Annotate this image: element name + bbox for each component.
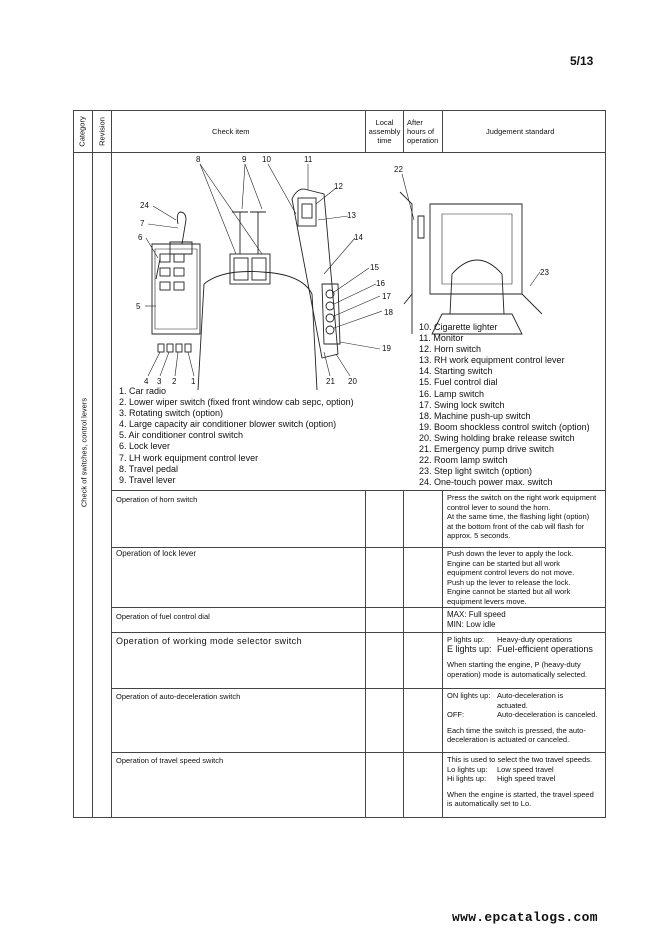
legend-item: 19. Boom shockless control switch (option) (419, 421, 590, 432)
callout-3: 3 (157, 377, 162, 386)
callout-13: 13 (347, 211, 356, 220)
legend-item: 16. Lamp switch (419, 388, 485, 399)
legend-item: 23. Step light switch (option) (419, 466, 533, 477)
callout-4: 4 (144, 377, 149, 386)
callout-12: 12 (334, 182, 343, 191)
callout-21: 21 (326, 377, 335, 386)
legend-item: 15. Fuel control dial (419, 377, 498, 388)
legend-item: 12. Horn switch (419, 344, 482, 355)
callout-2: 2 (172, 377, 177, 386)
standard-travel-speed: This is used to select the two travel speeds. Lo lights up: Low speed travel Hi lights up: High speed travel When the engine is started, the travel speed is automatically set to Lo. (447, 755, 594, 808)
callout-15: 15 (370, 263, 379, 272)
callout-9: 9 (242, 155, 247, 164)
legend-item: 17. Swing lock switch (419, 399, 505, 410)
legend-item: 10. Cigarette lighter (419, 322, 498, 332)
standard-horn: Press the switch on the right work equipment control lever to sound the horn. At the same time, the flashing light (option) at the bottom front of the cab will flash for approx. 5 seconds. (447, 493, 597, 540)
header-category: Category (77, 116, 87, 147)
check-item-travel-speed: Operation of travel speed switch (116, 756, 224, 765)
check-item-horn: Operation of horn switch (116, 495, 198, 504)
callout-24: 24 (140, 201, 149, 210)
standard-auto-deceleration: ON lights up: Auto-deceleration is actuated. OFF: Auto-deceleration is canceled. Each time the switch is pressed, the auto- deceleration is actuated or canceled. (447, 691, 598, 744)
standard-fuel-dial: MAX: Full speed MIN: Low idle (447, 610, 506, 629)
legend-item: 22. Room lamp switch (419, 455, 508, 466)
callout-18: 18 (384, 308, 393, 317)
header-after-hours: After hours of operation (407, 118, 439, 145)
standard-working-mode: P lights up: Heavy-duty operations E lights up: Fuel-efficient operations When starting the engine, P (heavy-duty operation) mode is automatically selected. (447, 635, 593, 679)
callout-11: 11 (304, 155, 313, 164)
check-item-auto-deceleration: Operation of auto-deceleration switch (116, 692, 241, 701)
footer-site: www.epcatalogs.com (452, 910, 598, 925)
header-judgement-standard: Judgement standard (486, 127, 555, 136)
legend-item: 1. Car radio (119, 386, 167, 396)
legend-item: 6. Lock lever (119, 441, 171, 452)
callout-1: 1 (191, 377, 196, 386)
callout-17: 17 (382, 292, 391, 301)
legend-item: 7. LH work equipment control lever (119, 452, 259, 463)
legend-item: 20. Swing holding brake release switch (419, 432, 575, 443)
legend-item: 11. Monitor (419, 333, 464, 344)
callout-16: 16 (376, 279, 385, 288)
legend-item: 9. Travel lever (119, 474, 176, 485)
check-item-lock-lever: Operation of lock lever (116, 549, 197, 558)
callout-6: 6 (138, 233, 143, 242)
legend-item: 3. Rotating switch (option) (119, 408, 224, 419)
callout-14: 14 (354, 233, 363, 242)
callout-20: 20 (348, 377, 357, 386)
standard-lock-lever: Push down the lever to apply the lock. Engine can be started but all work equipment control levers do not move. Push up the lever to release the lock. Engine cannot be started but all work equipment levers move. (447, 549, 575, 606)
check-item-fuel-dial: Operation of fuel control dial (116, 612, 210, 621)
callout-19: 19 (382, 344, 391, 353)
legend-right (419, 322, 590, 488)
callout-5: 5 (136, 302, 141, 311)
legend-item: 5. Air conditioner control switch (119, 430, 244, 441)
legend-item: 21. Emergency pump drive switch (419, 444, 555, 455)
callout-23: 23 (540, 268, 549, 277)
callout-22: 22 (394, 165, 403, 174)
legend-item: 14. Starting switch (419, 366, 493, 377)
callout-7: 7 (140, 219, 145, 228)
callout-10: 10 (262, 155, 271, 164)
legend-item: 18. Machine push-up switch (419, 410, 531, 421)
page-number: 5/13 (570, 54, 594, 68)
legend-item: 4. Large capacity air conditioner blower switch (option) (119, 419, 337, 430)
legend-item: 8. Travel pedal (119, 463, 179, 474)
category-value: Check of switches, control levers (79, 397, 89, 508)
header-check-item: Check item (212, 127, 250, 136)
legend-item: 2. Lower wiper switch (fixed front window cab sepc, option) (119, 397, 354, 408)
callout-8: 8 (196, 155, 201, 164)
check-item-working-mode: Operation of working mode selector switch (116, 636, 302, 646)
header-revision: Revision (97, 117, 107, 146)
header-local-assembly-time: Local assembly time (368, 118, 401, 145)
legend-item: 24. One-touch power max. switch (419, 477, 553, 488)
legend-left (119, 386, 354, 486)
legend-item: 13. RH work equipment control lever (419, 355, 565, 366)
